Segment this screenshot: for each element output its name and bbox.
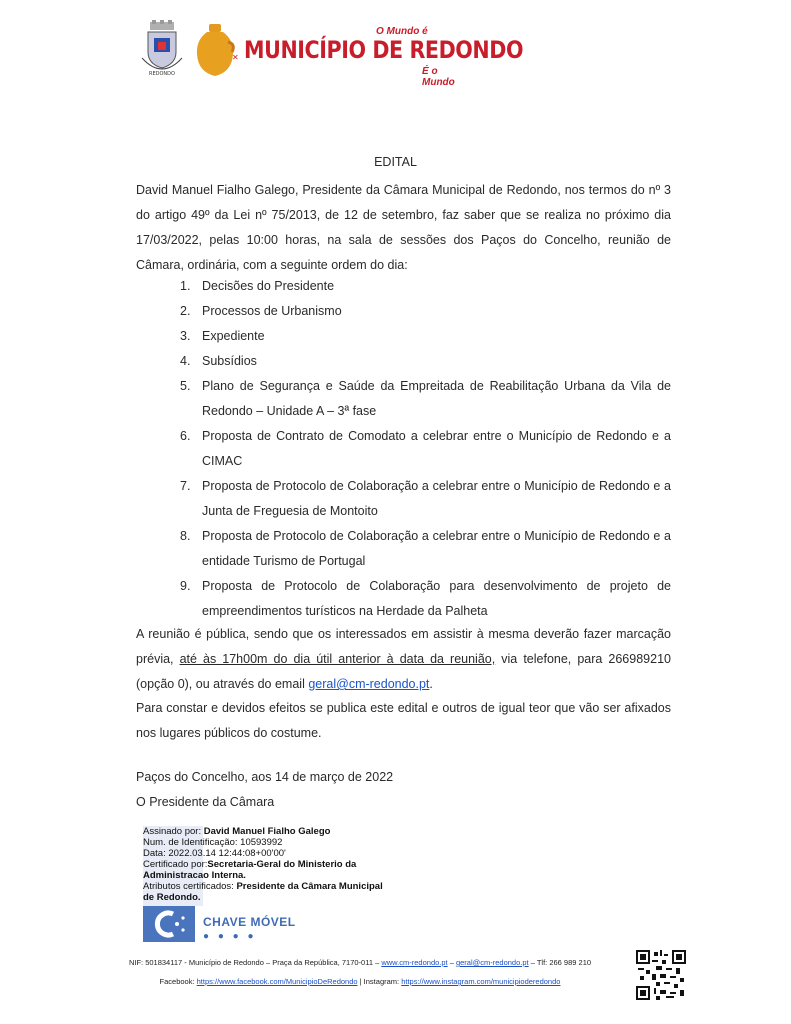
para1-text: A reunião é pública, sendo que os interessados em assistir à mesma deverão fazer marcação prévia, <box>136 627 671 666</box>
para1-end: . <box>429 677 433 691</box>
para1-text-2: via telefone, para 266989210 (opção 0), ou através do email <box>136 652 671 691</box>
agenda-item-text: Proposta de Protocolo de Colaboração para desenvolvimento de projeto de empreendimentos turísticos na Herdade da Palheta <box>202 579 671 618</box>
facebook-link[interactable]: https://www.facebook.com/MunicipioDeRedondo <box>196 977 358 986</box>
footer-sep: – <box>447 958 456 967</box>
agenda-item <box>180 574 671 624</box>
date-label: Data: <box>143 848 166 859</box>
letterhead <box>140 22 524 88</box>
agenda-item-number: 3. <box>180 329 191 343</box>
footer-phone: – Tlf: 266 989 210 <box>528 958 592 967</box>
agenda-item-text: Processos de Urbanismo <box>202 304 342 318</box>
facebook-label: Facebook: <box>159 977 197 986</box>
slogan-top: O Mundo é <box>376 26 428 37</box>
email-link[interactable]: geral@cm-redondo.pt <box>308 677 430 691</box>
agenda-item <box>180 474 671 524</box>
brand-name: MUNICÍPIO DE REDONDO <box>244 36 524 64</box>
id-label: Num. de Identificação: <box>143 837 238 848</box>
svg-text:REDONDO: REDONDO <box>149 71 175 77</box>
agenda-item-number: 9. <box>180 579 191 593</box>
agenda-item-number: 7. <box>180 479 191 493</box>
agenda-item <box>180 324 671 349</box>
chave-movel-logo-icon <box>143 906 195 942</box>
agenda-item <box>180 299 671 324</box>
closing-paragraph: Para constar e devidos efeitos se publica este edital e outros de igual teor que vão ser afixados nos lugares públicos do costume. <box>136 701 671 740</box>
footer-email-link[interactable]: geral@cm-redondo.pt <box>455 958 529 967</box>
instagram-label: | Instagram: <box>357 977 402 986</box>
signer-title: O Presidente da Câmara <box>136 795 275 809</box>
chave-movel-label: CHAVE MÓVEL <box>203 915 296 929</box>
agenda-item-number: 6. <box>180 429 191 443</box>
svg-text:✕: ✕ <box>232 53 239 62</box>
clay-jar-icon <box>192 24 238 78</box>
agenda-item-text: Decisões do Presidente <box>202 279 335 293</box>
slogan-bottom: É o Mundo <box>422 66 455 88</box>
agenda-item-number: 1. <box>180 279 191 293</box>
agenda-item-text: Expediente <box>202 329 265 343</box>
digital-signature <box>143 826 393 903</box>
footer-website-link[interactable]: www.cm-redondo.pt <box>381 958 448 967</box>
agenda-item <box>180 374 671 424</box>
place-date: Paços do Concelho, aos 14 de março de 2022 <box>136 770 394 784</box>
agenda-item-number: 8. <box>180 529 191 543</box>
agenda-item-number: 5. <box>180 379 191 393</box>
agenda-item <box>180 424 671 474</box>
agenda-item-number: 2. <box>180 304 191 318</box>
cert-value: Secretaria-Geral do Ministerio da Administracao Interna. <box>143 859 357 881</box>
cert-label: Certificado por: <box>143 859 208 870</box>
agenda-item <box>180 349 671 374</box>
signed-by-value: David Manuel Fialho Galego <box>203 826 331 837</box>
footer-nif: NIF: 501834117 - Município de Redondo – Praça da República, 7170-011 – <box>128 958 382 967</box>
agenda-list <box>180 274 671 624</box>
agenda-item-text: Plano de Segurança e Saúde da Empreitada de Reabilitação Urbana da Vila de Redondo – Unidade A – 3ª fase <box>202 379 671 418</box>
footer-contact-line <box>0 958 720 967</box>
date-value: 2022.03.14 12:44:08+00'00' <box>168 848 286 859</box>
agenda-item-text: Proposta de Protocolo de Colaboração a celebrar entre o Município de Redondo e a entidade Turismo de Portugal <box>202 529 671 568</box>
id-value: 10593992 <box>240 837 283 848</box>
footer-social-line <box>0 977 720 986</box>
agenda-item <box>180 524 671 574</box>
chave-movel-dots: ● ● ● ● <box>203 931 257 942</box>
document-title: EDITAL <box>374 155 417 169</box>
qr-code-icon <box>636 950 686 1000</box>
agenda-item-number: 4. <box>180 354 191 368</box>
agenda-item-text: Proposta de Contrato de Comodato a celebrar entre o Município de Redondo e a CIMAC <box>202 429 671 468</box>
instagram-link[interactable]: https://www.instagram.com/municipioderedondo <box>401 977 561 986</box>
signed-by-label: Assinado por: <box>143 826 202 837</box>
coat-of-arms-icon <box>140 22 184 78</box>
meeting-info-paragraph <box>136 622 671 697</box>
deadline-text: até às 17h00m do dia útil anterior à data da reunião, <box>179 652 496 666</box>
agenda-item-text: Subsídios <box>202 354 257 368</box>
attr-label: Atributos certificados: <box>143 881 234 892</box>
intro-paragraph: David Manuel Fialho Galego, Presidente da Câmara Municipal de Redondo, nos termos do nº 3 do artigo 49º da Lei nº 75/2013, de 12 de setembro, faz saber que se realiza no próximo dia 17/03/2022, pelas 10:00 horas, na sala de sessões dos Paços do Concelho, reunião de Câmara, ordinária, com a seguinte ordem do dia: <box>136 183 671 272</box>
attr-value: Presidente da Câmara Municipal de Redondo. <box>143 881 383 903</box>
agenda-item-text: Proposta de Protocolo de Colaboração a celebrar entre o Município de Redondo e a Junta de Freguesia de Montoito <box>202 479 671 518</box>
agenda-item <box>180 274 671 299</box>
